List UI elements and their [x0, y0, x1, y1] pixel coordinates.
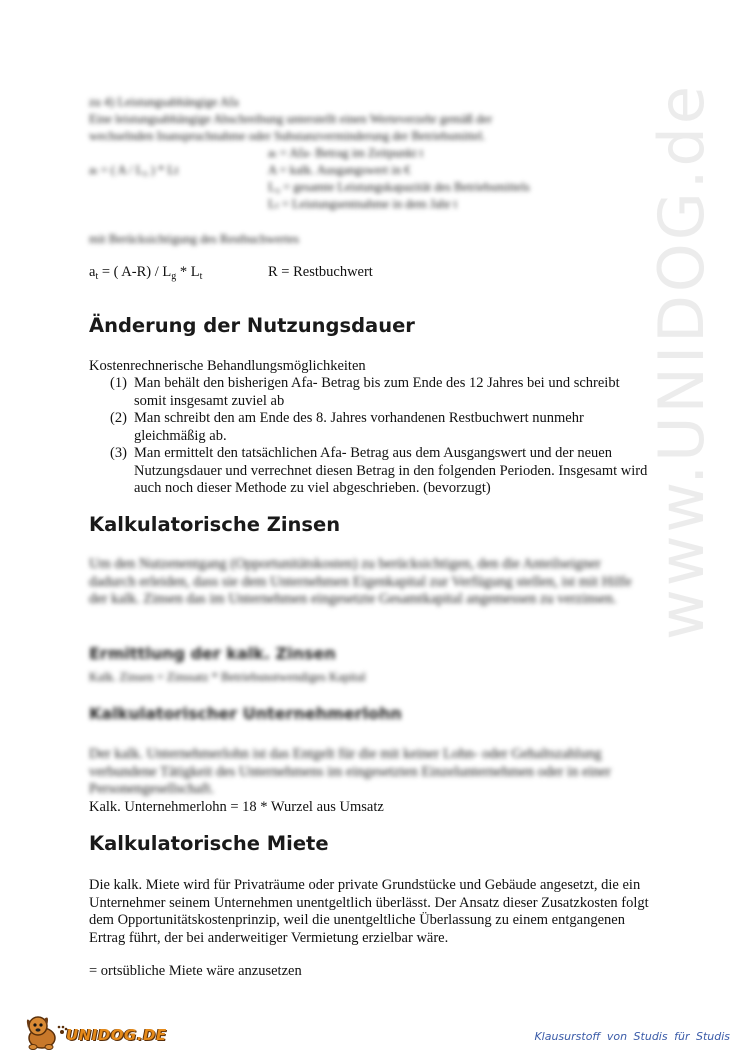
list-number: (3) — [110, 445, 127, 461]
blurred-ermittlung-formula: Kalk. Zinsen = Zinssatz * Betriebsnotwendiges Kapital — [89, 670, 366, 684]
list-item — [110, 410, 650, 445]
heading-miete: Kalkulatorische Miete — [89, 832, 329, 855]
blurred-line: Lₜ = Leistungsentnahme in dem Jahr t — [268, 197, 458, 211]
formula-part: a — [89, 264, 96, 280]
blurred-zinsen-text: Um den Nutzenentgang (Opportunitätskosten) zu berücksichtigen, den die Anteilseigner dadurch erleiden, dass sie dem Unternehmen Eigenkapital zur Verfügung stellen, ist mit Hilfe der kalk. Zinsen das im Unternehmen eingesetzte Gesamtkapital angemessen zu verzinsen. — [89, 556, 632, 607]
formula-part: * L — [176, 264, 200, 280]
formula-sub: g — [171, 271, 177, 282]
list-text: Man ermittelt den tatsächlichen Afa- Betrag aus dem Ausgangswert und der neuen Nutzungsdauer und verrechnet diesen Betrag in den folgenden Perioden. Insgesamt wird auch noch dieser Methode zu viel abgeschrieben. (bevorzugt) — [134, 445, 648, 496]
blurred-line: mit Berücksichtigung des Restbuchwertes — [89, 232, 300, 246]
watermark: www.UNIDOG.de — [645, 83, 718, 640]
nutzung-list — [110, 375, 650, 498]
blurred-line: Eine leistungsabhängige Abschreibung unterstellt einen Werteverzehr gemäß der — [89, 112, 493, 126]
logo-text: UNIDOG.DE — [66, 1026, 167, 1044]
blurred-line: aₜ = Afa- Betrag im Zeitpunkt t — [268, 146, 424, 160]
blurred-line: wechselnden Inanspruchnahme oder Substanzverminderung der Betriebsmittel. — [89, 129, 486, 143]
heading-nutzungsdauer: Änderung der Nutzungsdauer — [89, 314, 415, 337]
restbuchwert-label: R = Restbuchwert — [268, 264, 373, 280]
blurred-unternehmerlohn-text: Der kalk. Unternehmerlohn ist das Entgelt für die mit keiner Lohn- oder Gehaltszahlung verbundene Tätigkeit des Unternehmens im eingesetzten Einzelunternehmen oder in einer Personengesellschaft. — [89, 746, 611, 797]
list-text: Man schreibt den am Ende des 8. Jahres vorhandenen Restbuchwert nunmehr gleichmäßig ab. — [134, 410, 584, 444]
blurred-heading-ermittlung: Ermittlung der kalk. Zinsen — [89, 644, 336, 663]
blurred-subheading: zu 4) Leistungsabhängige Afa — [89, 95, 239, 109]
miete-note: = ortsübliche Miete wäre anzusetzen — [89, 963, 302, 979]
dog-mascot-icon — [22, 1012, 68, 1052]
blurred-line: A = kalk. Ausgangswert in € — [268, 163, 411, 177]
formula-sub: t — [95, 271, 99, 282]
miete-text: Die kalk. Miete wird für Privaträume oder private Grundstücke und Gebäude angesetzt, die ein Unternehmer seinem Unternehmen unentgeltlich überlässt. Der Ansatz dieser Zusatzkosten folgt dem Opportunitätskostenprinzip, weil die unentgeltliche Überlassung zu einem entgangenen Ertrag führt, der bei anderweitiger Vermietung erzielbar wäre. — [89, 877, 649, 946]
unidog-logo — [22, 1012, 167, 1052]
list-number: (1) — [110, 375, 127, 391]
list-text: Man behält den bisherigen Afa- Betrag bis zum Ende des 12 Jahres bei und schreibt somit insgesamt zuviel ab — [134, 375, 620, 409]
list-number: (2) — [110, 410, 127, 426]
blurred-formula: aₜ = ( A / L₉ ) * Lt — [89, 163, 179, 177]
heading-zinsen: Kalkulatorische Zinsen — [89, 513, 341, 536]
restbuchwert-formula — [89, 264, 202, 285]
footer-tagline: Klausurstoff von Studis für Studis — [534, 1030, 730, 1043]
blurred-line: L₉ = gesamte Leistungskapazität des Betriebsmittels — [268, 180, 530, 194]
formula-sub: t — [199, 271, 203, 282]
list-item — [110, 375, 650, 410]
list-item — [110, 445, 650, 498]
nutzung-intro: Kostenrechnerische Behandlungsmöglichkeiten — [89, 358, 366, 374]
blurred-heading-unternehmerlohn: Kalkulatorischer Unternehmerlohn — [89, 704, 402, 723]
unternehmerlohn-formula: Kalk. Unternehmerlohn = 18 * Wurzel aus Umsatz — [89, 799, 384, 815]
formula-part: = ( A-R) / L — [98, 264, 172, 280]
